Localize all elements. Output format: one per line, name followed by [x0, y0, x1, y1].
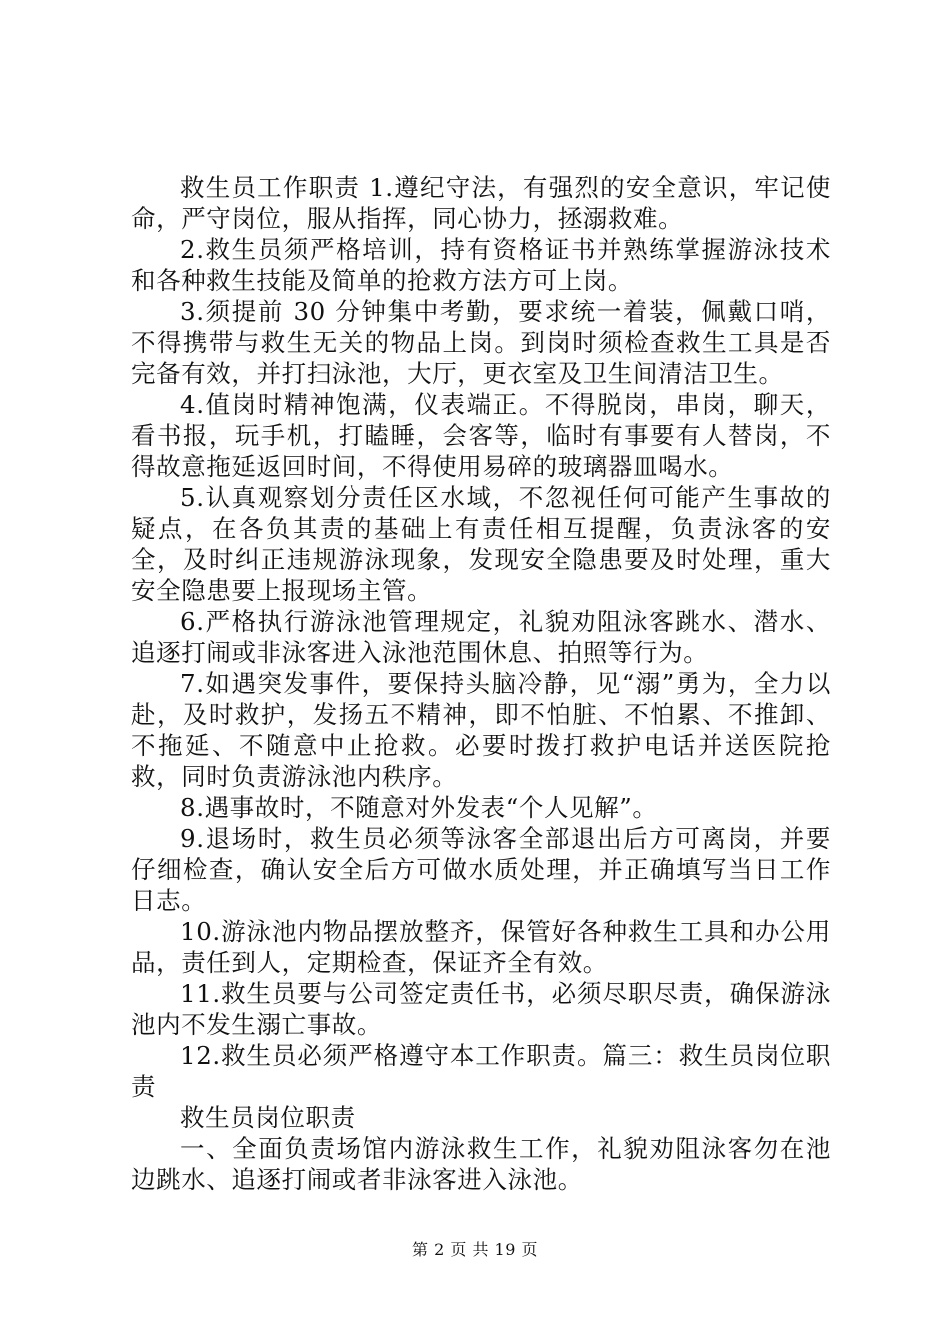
paragraph-11: 11.救生员要与公司签定责任书，必须尽职尽责，确保游泳池内不发生溺亡事故。 [131, 979, 831, 1039]
paragraph-1: 救生员工作职责 1.遵纪守法，有强烈的安全意识，牢记使命，严守岗位，服从指挥，同心协力，拯溺救难。 [131, 173, 831, 233]
paragraph-5: 5.认真观察划分责任区水域，不忽视任何可能产生事故的疑点，在各负其责的基础上有责任相互提醒，负责泳客的安全，及时纠正违规游泳现象，发现安全隐患要及时处理，重大安全隐患要上报现场主管。 [131, 483, 831, 605]
paragraph-4: 4.值岗时精神饱满，仪表端正。不得脱岗，串岗，聊天，看书报，玩手机，打瞌睡，会客等，临时有事要有人替岗，不得故意拖延返回时间，不得使用易碎的玻璃器皿喝水。 [131, 390, 831, 481]
section-heading: 救生员岗位职责 [180, 1103, 356, 1132]
document-body [131, 172, 831, 1195]
page-number-footer: 第 2 页 共 19 页 [412, 1240, 538, 1259]
paragraph-9: 9.退场时，救生员必须等泳客全部退出后方可离岗，并要仔细检查，确认安全后方可做水质处理，并正确填写当日工作日志。 [131, 824, 831, 915]
paragraph-8: 8.遇事故时，不随意对外发表“个人见解”。 [180, 793, 658, 822]
paragraph-7: 7.如遇突发事件，要保持头脑冷静，见“溺”勇为，全力以赴，及时救护，发扬五不精神，即不怕脏、不怕累、不推卸、不拖延、不随意中止抢救。必要时拨打救护电话并送医院抢救，同时负责游泳池内秩序。 [131, 669, 831, 791]
paragraph-12: 12.救生员必须严格遵守本工作职责。篇三：救生员岗位职责 [131, 1041, 831, 1101]
paragraph-6: 6.严格执行游泳池管理规定，礼貌劝阻泳客跳水、潜水、追逐打闹或非泳客进入泳池范围休息、拍照等行为。 [131, 607, 831, 667]
paragraph-13: 一、全面负责场馆内游泳救生工作，礼貌劝阻泳客勿在池边跳水、追逐打闹或者非泳客进入泳池。 [131, 1134, 831, 1194]
paragraph-3: 3.须提前 30 分钟集中考勤，要求统一着装，佩戴口哨，不得携带与救生无关的物品上岗。到岗时须检查救生工具是否完备有效，并打扫泳池，大厅，更衣室及卫生间清洁卫生。 [131, 297, 831, 388]
paragraph-10: 10.游泳池内物品摆放整齐，保管好各种救生工具和办公用品，责任到人，定期检查，保证齐全有效。 [131, 917, 831, 977]
paragraph-2: 2.救生员须严格培训，持有资格证书并熟练掌握游泳技术和各种救生技能及简单的抢救方法方可上岗。 [131, 235, 831, 295]
